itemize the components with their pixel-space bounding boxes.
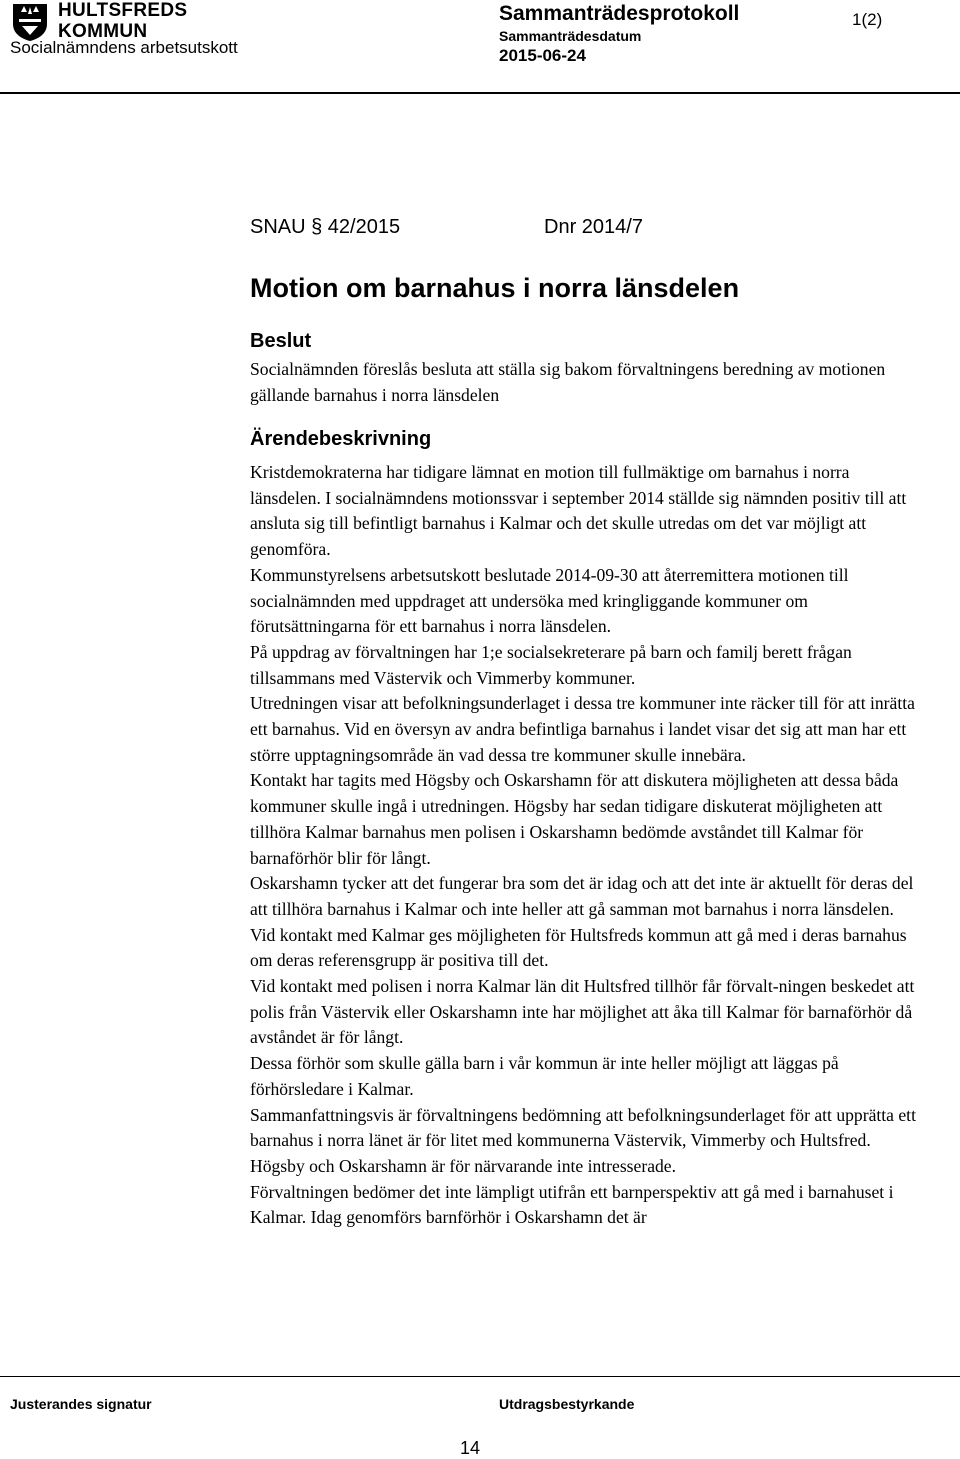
beslut-text <box>250 357 920 408</box>
meeting-date-label: Sammanträdesdatum <box>499 28 642 44</box>
arende-paragraph-5: Kontakt har tagits med Högsby och Oskarshamn för att diskutera möjligheten att dessa båda kommuner skulle ingå i utredningen. Högsby har sedan tidigare diskuterat möjligheten att tillhöra Kalmar barnahus men polisen i Oskarshamn bedömde avståndet till Kalmar för barnaförhör blir för långt. <box>250 770 899 868</box>
page-title: Motion om barnahus i norra länsdelen <box>250 273 740 303</box>
footer-divider <box>0 1376 960 1377</box>
department-name: Socialnämndens arbetsutskott <box>10 38 238 57</box>
case-reference <box>250 216 643 239</box>
case-number: SNAU § 42/2015 <box>250 216 401 238</box>
arende-paragraph-9: Dessa förhör som skulle gälla barn i vår kommun är inte heller möjligt att läggas på förhörsledare i Kalmar. <box>250 1053 839 1099</box>
beslut-heading: Beslut <box>250 330 312 352</box>
logo-line-1: HULTSFREDS <box>58 0 188 21</box>
municipal-crest-icon <box>10 2 50 42</box>
arende-paragraph-6: Oskarshamn tycker att det fungerar bra som det är idag och att det inte är aktuellt för deras del att tillhöra barnahus i Kalmar och inte heller att gå samman mot barnahus i norra länsdelen. <box>250 873 914 919</box>
arende-paragraph-4: Utredningen visar att befolkningsunderlaget i dessa tre kommuner inte räcker till för att inrätta ett barnahus. Vid en översyn av andra befintliga barnahus i landet visar det sig att man har ett större upptagningsområde än vad dessa tre kommuner skulle innebära. <box>250 693 915 765</box>
arende-paragraph-1: Kristdemokraterna har tidigare lämnat en motion till fullmäktige om barnahus i norra länsdelen. I socialnämndens motionssvar i september 2014 ställde sig nämnden positiv till att ansluta sig till befintligt barnahus i Kalmar och det skulle utredas om det var möjligt att genomföra. <box>250 462 907 560</box>
header-divider <box>0 92 960 94</box>
logo-line-2: KOMMUN <box>58 21 148 42</box>
arende-body <box>250 460 920 1231</box>
diary-number: Dnr 2014/7 <box>544 216 643 238</box>
arende-paragraph-8: Vid kontakt med polisen i norra Kalmar län dit Hultsfred tillhör får förvalt-ningen beskedet att polis från Västervik eller Oskarshamn inte har möjlighet att åka till Kalmar för barnaförhör då avståndet är för långt. <box>250 976 915 1048</box>
page-count: 1(2) <box>852 10 883 29</box>
arende-paragraph-3: På uppdrag av förvaltningen har 1;e socialsekreterare på barn och familj berett frågan tillsammans med Västervik och Vimmerby kommuner. <box>250 641 852 688</box>
arende-paragraph-7: Vid kontakt med Kalmar ges möjligheten för Hultsfreds kommun att gå med i deras barnahus om deras referensgrupp är positiva till det. <box>250 924 907 971</box>
arende-heading: Ärendebeskrivning <box>250 428 432 450</box>
beslut-paragraph: Socialnämnden föreslås besluta att ställa sig bakom förvaltningens beredning av motionen gällande barnahus i norra länsdelen <box>250 359 886 405</box>
arende-paragraph-2: Kommunstyrelsens arbetsutskott beslutade 2014-09-30 att återremittera motionen till socialnämnden med uppdraget att undersöka med kringliggande kommuner om förutsättningarna för ett barnahus i norra länsdelen. <box>250 564 849 637</box>
signature-label: Justerandes signatur <box>10 1396 152 1412</box>
extract-certification-label: Utdragsbestyrkande <box>499 1396 635 1412</box>
page-number: 14 <box>460 1438 481 1458</box>
meeting-date: 2015-06-24 <box>499 46 586 65</box>
arende-paragraph-10: Sammanfattningsvis är förvaltningens bedömning att befolkningsunderlaget för att upprätta ett barnahus i norra länet är för litet med kommunerna Västervik, Vimmerby och Hultsfred. Högsby och Oskarshamn är för närvarande inte intresserade. <box>250 1104 916 1176</box>
arende-paragraph-11: Förvaltningen bedömer det inte lämpligt utifrån ett barnperspektiv att gå med i barnahuset i Kalmar. Idag genomförs barnförhör i Oskarshamn det är <box>250 1181 894 1228</box>
document-type: Sammanträdesprotokoll <box>499 2 740 25</box>
